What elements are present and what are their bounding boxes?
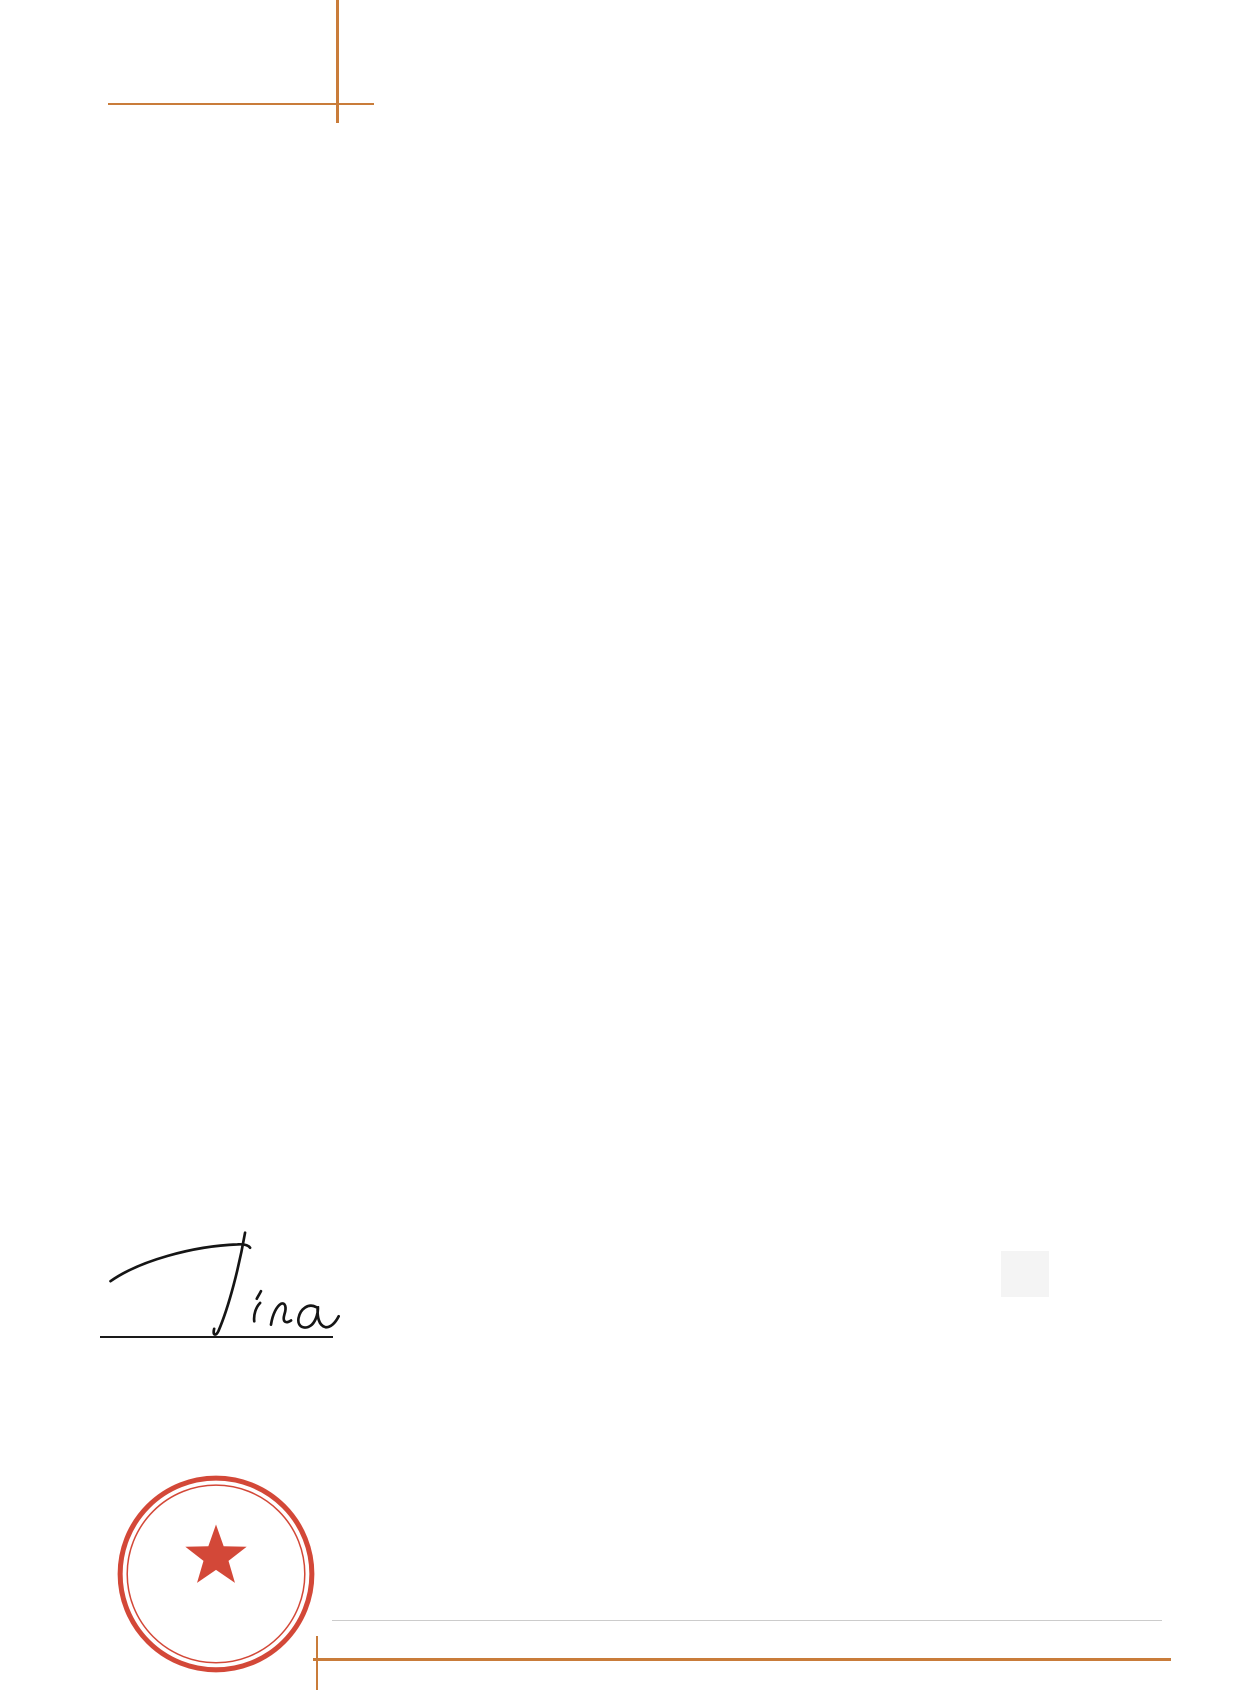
signature-line [100, 1336, 333, 1338]
logo-crosshair-horizontal [108, 103, 374, 105]
attention-note [335, 1589, 1138, 1603]
inspection-stamp [110, 1468, 322, 1690]
client-address-block [100, 218, 1080, 466]
footer-orange-rule [313, 1658, 1171, 1661]
qr-code [943, 1192, 1107, 1356]
qr-center-logo [1001, 1251, 1049, 1297]
handwritten-signature [105, 1226, 340, 1338]
stamp-star [185, 1525, 246, 1583]
footer-address-block [332, 1620, 1162, 1624]
